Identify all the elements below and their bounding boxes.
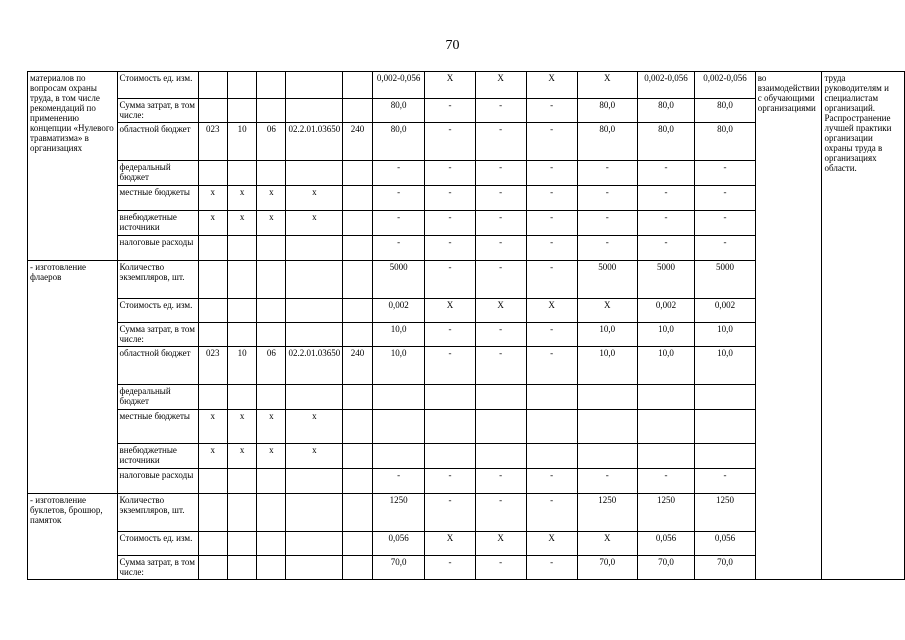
value-cell [425, 410, 475, 444]
value-cell: - [526, 261, 577, 299]
value-cell: - [475, 494, 526, 532]
value-cell: 70,0 [695, 556, 755, 580]
budget-code-cell [257, 99, 286, 123]
budget-code-cell [228, 494, 257, 532]
budget-code-cell [343, 556, 372, 580]
activity-name-cell: - изготовление флаеров [28, 261, 118, 494]
value-cell [425, 385, 475, 410]
value-cell: - [372, 161, 425, 186]
budget-code-cell [257, 261, 286, 299]
budget-table [27, 71, 905, 580]
value-cell: 80,0 [637, 123, 695, 161]
value-cell: - [526, 186, 577, 211]
value-cell: 1250 [372, 494, 425, 532]
value-cell: Х [475, 532, 526, 556]
value-cell: Х [577, 299, 637, 323]
value-cell [695, 444, 755, 469]
activity-name-cell: - изготовление буклетов, брошюр, памяток [28, 494, 118, 580]
value-cell: 80,0 [372, 99, 425, 123]
value-cell [526, 444, 577, 469]
value-cell [475, 444, 526, 469]
budget-code-cell [198, 299, 227, 323]
budget-code-cell [343, 410, 372, 444]
value-cell: 0,056 [372, 532, 425, 556]
budget-code-cell: 06 [257, 347, 286, 385]
value-cell: - [695, 469, 755, 494]
budget-code-cell [286, 161, 343, 186]
value-cell: 80,0 [695, 123, 755, 161]
budget-code-cell [343, 236, 372, 261]
value-cell: 0,056 [637, 532, 695, 556]
value-cell [637, 410, 695, 444]
budget-code-cell [228, 72, 257, 99]
indicator-label-cell: Стоимость ед. изм. [117, 299, 198, 323]
value-cell: - [475, 161, 526, 186]
budget-code-cell [198, 72, 227, 99]
value-cell: Х [475, 72, 526, 99]
indicator-label-cell: Количество экземпляров, шт. [117, 261, 198, 299]
value-cell: - [425, 99, 475, 123]
value-cell: 10,0 [695, 323, 755, 347]
value-cell: - [637, 186, 695, 211]
budget-code-cell [257, 532, 286, 556]
budget-code-cell [257, 72, 286, 99]
value-cell: Х [425, 72, 475, 99]
value-cell: 5000 [577, 261, 637, 299]
value-cell: - [475, 123, 526, 161]
value-cell: 1250 [577, 494, 637, 532]
budget-code-cell: 06 [257, 123, 286, 161]
value-cell [372, 410, 425, 444]
value-cell: - [475, 236, 526, 261]
budget-code-cell: х [228, 186, 257, 211]
value-cell: - [526, 347, 577, 385]
value-cell: 0,002-0,056 [372, 72, 425, 99]
value-cell: - [526, 323, 577, 347]
value-cell [526, 410, 577, 444]
value-cell: - [526, 236, 577, 261]
value-cell: 10,0 [577, 347, 637, 385]
budget-code-cell [343, 444, 372, 469]
budget-code-cell [228, 299, 257, 323]
value-cell: - [695, 186, 755, 211]
budget-code-cell [228, 261, 257, 299]
budget-code-cell [286, 532, 343, 556]
value-cell: - [475, 99, 526, 123]
budget-code-cell [257, 161, 286, 186]
value-cell [475, 385, 526, 410]
indicator-label-cell: Стоимость ед. изм. [117, 72, 198, 99]
budget-code-cell [198, 261, 227, 299]
value-cell: - [695, 236, 755, 261]
value-cell: 10,0 [372, 323, 425, 347]
value-cell: 0,002-0,056 [695, 72, 755, 99]
value-cell [695, 410, 755, 444]
budget-code-cell [257, 469, 286, 494]
budget-code-cell [228, 469, 257, 494]
value-cell: - [372, 186, 425, 211]
value-cell: - [425, 161, 475, 186]
budget-code-cell: х [286, 211, 343, 236]
value-cell: - [526, 211, 577, 236]
budget-code-cell: х [257, 410, 286, 444]
value-cell: 1250 [637, 494, 695, 532]
value-cell [577, 410, 637, 444]
value-cell: - [425, 347, 475, 385]
budget-code-cell [228, 236, 257, 261]
value-cell: - [372, 469, 425, 494]
value-cell: - [526, 556, 577, 580]
budget-code-cell [343, 494, 372, 532]
budget-code-cell [257, 299, 286, 323]
budget-code-cell [286, 385, 343, 410]
budget-code-cell [343, 261, 372, 299]
budget-code-cell [257, 556, 286, 580]
budget-code-cell: х [198, 444, 227, 469]
budget-code-cell: 10 [228, 347, 257, 385]
value-cell: - [372, 236, 425, 261]
budget-code-cell [257, 236, 286, 261]
value-cell: - [425, 494, 475, 532]
budget-code-cell [286, 99, 343, 123]
indicator-label-cell: Сумма затрат, в том числе: [117, 556, 198, 580]
value-cell: - [637, 161, 695, 186]
value-cell: 80,0 [372, 123, 425, 161]
value-cell: - [425, 236, 475, 261]
value-cell: Х [425, 532, 475, 556]
value-cell: 0,056 [695, 532, 755, 556]
budget-code-cell [198, 161, 227, 186]
budget-code-cell [198, 532, 227, 556]
budget-code-cell: х [198, 211, 227, 236]
value-cell: 0,002 [372, 299, 425, 323]
indicator-label-cell: Стоимость ед. изм. [117, 532, 198, 556]
value-cell: 0,002 [695, 299, 755, 323]
value-cell: 0,002 [637, 299, 695, 323]
indicator-label-cell: областной бюджет [117, 347, 198, 385]
value-cell: 10,0 [372, 347, 425, 385]
value-cell: - [425, 556, 475, 580]
budget-code-cell [257, 494, 286, 532]
budget-code-cell [286, 469, 343, 494]
budget-code-cell [257, 323, 286, 347]
value-cell [695, 385, 755, 410]
value-cell [637, 385, 695, 410]
indicator-label-cell: налоговые расходы [117, 236, 198, 261]
budget-code-cell [343, 469, 372, 494]
value-cell: - [577, 211, 637, 236]
budget-code-cell [286, 299, 343, 323]
budget-code-cell [286, 72, 343, 99]
value-cell: - [695, 161, 755, 186]
budget-code-cell [257, 385, 286, 410]
budget-code-cell: х [257, 444, 286, 469]
value-cell [577, 444, 637, 469]
value-cell: - [577, 236, 637, 261]
value-cell: - [372, 211, 425, 236]
budget-code-cell [198, 556, 227, 580]
value-cell: 70,0 [577, 556, 637, 580]
budget-code-cell: х [198, 186, 227, 211]
budget-code-cell [343, 186, 372, 211]
budget-code-cell: 023 [198, 347, 227, 385]
budget-code-cell [198, 469, 227, 494]
indicator-label-cell: внебюджетные источники [117, 211, 198, 236]
budget-code-cell [343, 323, 372, 347]
value-cell: 5000 [637, 261, 695, 299]
budget-code-cell: х [286, 444, 343, 469]
budget-code-cell [343, 72, 372, 99]
budget-code-cell [228, 161, 257, 186]
value-cell: - [526, 123, 577, 161]
budget-code-cell [198, 494, 227, 532]
budget-code-cell [228, 385, 257, 410]
value-cell: 10,0 [695, 347, 755, 385]
budget-code-cell: х [228, 444, 257, 469]
value-cell: - [425, 323, 475, 347]
value-cell: 10,0 [637, 323, 695, 347]
budget-code-cell [286, 556, 343, 580]
value-cell: 80,0 [577, 123, 637, 161]
budget-code-cell [343, 532, 372, 556]
budget-code-cell [343, 99, 372, 123]
value-cell [475, 410, 526, 444]
value-cell: - [526, 469, 577, 494]
budget-code-cell [286, 236, 343, 261]
value-cell [577, 385, 637, 410]
value-cell: 10,0 [577, 323, 637, 347]
value-cell: - [637, 211, 695, 236]
budget-code-cell [343, 385, 372, 410]
value-cell [425, 444, 475, 469]
indicator-label-cell: внебюджетные источники [117, 444, 198, 469]
value-cell: 5000 [695, 261, 755, 299]
value-cell: - [526, 494, 577, 532]
budget-code-cell [228, 556, 257, 580]
value-cell: Х [577, 532, 637, 556]
budget-code-cell [228, 323, 257, 347]
value-cell: - [425, 469, 475, 494]
value-cell: 80,0 [577, 99, 637, 123]
budget-code-cell: х [286, 186, 343, 211]
value-cell: Х [526, 299, 577, 323]
value-cell: - [475, 469, 526, 494]
value-cell: - [637, 469, 695, 494]
value-cell: - [695, 211, 755, 236]
indicator-label-cell: местные бюджеты [117, 410, 198, 444]
value-cell: 5000 [372, 261, 425, 299]
value-cell: - [577, 161, 637, 186]
budget-code-cell [198, 385, 227, 410]
indicator-label-cell: налоговые расходы [117, 469, 198, 494]
budget-code-cell [228, 99, 257, 123]
value-cell: - [475, 186, 526, 211]
value-cell: Х [526, 532, 577, 556]
budget-code-cell: х [286, 410, 343, 444]
budget-code-cell: х [257, 211, 286, 236]
value-cell: - [475, 323, 526, 347]
value-cell: - [577, 469, 637, 494]
activity-name-cell: материалов по вопросам охраны труда, в том числе рекомендаций по применению концепции «Нулевого травматизма» в организациях [28, 72, 118, 261]
value-cell: Х [577, 72, 637, 99]
budget-code-cell [198, 236, 227, 261]
indicator-label-cell: федеральный бюджет [117, 385, 198, 410]
value-cell [637, 444, 695, 469]
indicator-label-cell: местные бюджеты [117, 186, 198, 211]
value-cell: 70,0 [637, 556, 695, 580]
budget-code-cell: х [257, 186, 286, 211]
budget-code-cell: 10 [228, 123, 257, 161]
table-row [28, 72, 905, 99]
budget-code-cell [343, 211, 372, 236]
value-cell: - [475, 347, 526, 385]
value-cell: - [425, 123, 475, 161]
page-number: 70 [445, 38, 460, 53]
value-cell: - [526, 161, 577, 186]
budget-code-cell [286, 323, 343, 347]
budget-code-cell [228, 532, 257, 556]
value-cell: - [526, 99, 577, 123]
value-cell: Х [526, 72, 577, 99]
indicator-label-cell: Сумма затрат, в том числе: [117, 323, 198, 347]
value-cell [372, 444, 425, 469]
value-cell: Х [475, 299, 526, 323]
value-cell: 10,0 [637, 347, 695, 385]
budget-code-cell: 240 [343, 347, 372, 385]
value-cell: - [475, 211, 526, 236]
value-cell: - [425, 186, 475, 211]
budget-code-cell [286, 261, 343, 299]
value-cell [526, 385, 577, 410]
value-cell: - [425, 261, 475, 299]
indicator-label-cell: Количество экземпляров, шт. [117, 494, 198, 532]
budget-code-cell [343, 299, 372, 323]
indicator-label-cell: Сумма затрат, в том числе: [117, 99, 198, 123]
value-cell: - [637, 236, 695, 261]
budget-code-cell: 02.2.01.03650 [286, 123, 343, 161]
value-cell: 70,0 [372, 556, 425, 580]
budget-code-cell: 02.2.01.03650 [286, 347, 343, 385]
budget-code-cell: х [198, 410, 227, 444]
budget-code-cell [198, 99, 227, 123]
partner-cell: во взаимодействии с обучающими организациями [755, 72, 822, 580]
indicator-label-cell: областной бюджет [117, 123, 198, 161]
value-cell: - [475, 556, 526, 580]
budget-code-cell [343, 161, 372, 186]
value-cell: Х [425, 299, 475, 323]
value-cell: 1250 [695, 494, 755, 532]
value-cell: - [475, 261, 526, 299]
value-cell: 80,0 [695, 99, 755, 123]
value-cell: - [577, 186, 637, 211]
budget-code-cell [198, 323, 227, 347]
value-cell: 80,0 [637, 99, 695, 123]
budget-code-cell [286, 494, 343, 532]
value-cell: - [425, 211, 475, 236]
budget-code-cell: 240 [343, 123, 372, 161]
result-cell: труда руководителям и специалистам организаций. Распространение лучшей практики организации охраны труда в организациях области. [822, 72, 905, 580]
indicator-label-cell: федеральный бюджет [117, 161, 198, 186]
value-cell: 0,002-0,056 [637, 72, 695, 99]
budget-code-cell: х [228, 211, 257, 236]
budget-code-cell: 023 [198, 123, 227, 161]
budget-code-cell: х [228, 410, 257, 444]
value-cell [372, 385, 425, 410]
